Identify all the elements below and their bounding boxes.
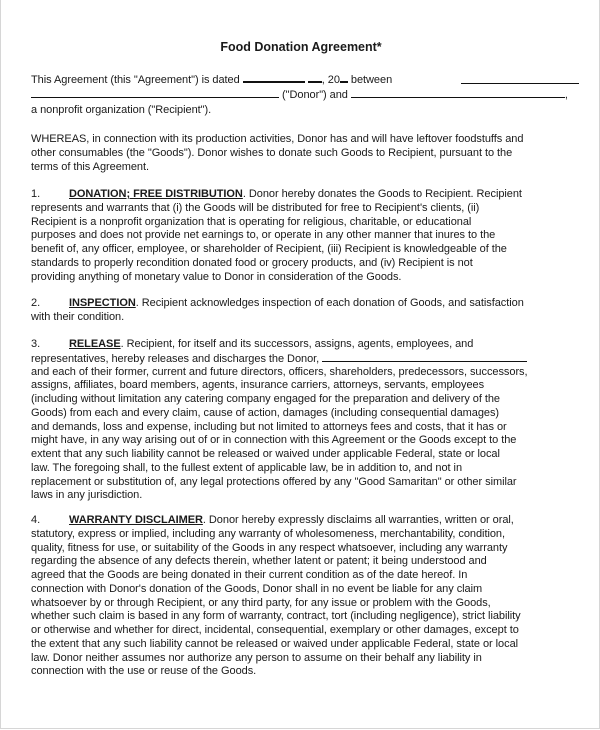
section-text: . Recipient acknowledges inspection of each donation of Goods, and satisfaction (135, 297, 524, 309)
section-line-text: replacement or substitution of, any legal protections offered by any "Good Samaritan" or other similar (31, 475, 517, 488)
section-line-text: whether such claim is based in any form of warranty, contract, tort (including negligence), strict liability (31, 610, 521, 623)
section-line-text: Recipient is a nonprofit organization that is operating for religious, charitable, or educational (31, 215, 472, 228)
section-3-line (31, 488, 142, 502)
section-4-line (31, 554, 487, 568)
whereas-line: WHEREAS, in connection with its production activities, Donor has and will have leftover foodstuffs and (31, 133, 524, 145)
section-line-text: statutory, express or implied, including any warranty of wholesomeness, merchantability, condition, (31, 527, 505, 540)
section-3-line (31, 433, 516, 447)
section-heading: WARRANTY DISCLAIMER (69, 514, 203, 526)
section-3-line (31, 475, 517, 489)
section-4-line (31, 541, 507, 555)
section-4-line (31, 651, 482, 665)
intro-text-donor: ("Donor") and (282, 89, 348, 101)
section-text: . Donor hereby expressly disclaims all warranties, written or oral, (202, 514, 514, 526)
section-1-line (31, 201, 479, 215)
section-2-line (31, 310, 124, 324)
section-heading: INSPECTION (69, 297, 136, 309)
document-title: Food Donation Agreement* (220, 40, 382, 54)
intro-text-dated: This Agreement (this "Agreement") is dated (31, 74, 240, 86)
recipient-blank[interactable] (351, 87, 565, 98)
section-4-line (31, 527, 505, 541)
section-4-line (31, 596, 491, 610)
section-number: 1. (31, 188, 41, 200)
intro-text-comma: , (564, 89, 568, 101)
section-line-text: the extent that any such liability cannot be released or waived under applicable Federal, state or local (31, 637, 519, 650)
section-line-text: representatives, hereby releases and discharges the Donor, (31, 352, 323, 365)
section-line-text: law. The foregoing shall, to the fullest extent of applicable law, be in addition to, and not in (31, 461, 463, 474)
whereas-line: other consumables (the "Goods"). Donor wishes to donate such Goods to Recipient, pursuant to the (31, 147, 513, 159)
section-3-line (31, 406, 499, 420)
section-line-text: or otherwise and whether for direct, incidental, consequential, exemplary or other damages, except to (31, 624, 519, 636)
section-1-line (31, 228, 495, 242)
donor-blank[interactable] (31, 87, 279, 98)
section-line-text: extent that any such liability cannot be released or waived under applicable Federal, state or local (31, 448, 500, 460)
intro-text-year: , 20 (321, 74, 340, 86)
section-4-line (31, 609, 521, 623)
section-1-line (31, 270, 401, 284)
section-3-line (31, 420, 507, 434)
section-line-text: connection with Donor's donation of the Goods, Donor shall in no event be liable for any claim (31, 582, 483, 595)
section-line-text: law. Donor neither assumes nor authorize any person to assume on their behalf any liability in (31, 651, 482, 664)
section-1-line (31, 215, 471, 229)
section-line-text: quality, fitness for use, or suitability of the Goods in any respect whatsoever, including any warranty (31, 541, 508, 554)
section-4-line (31, 568, 467, 582)
section-line-text: agreed that the Goods are being donated in their current condition as of the date hereof. In (31, 569, 468, 581)
section-4-line (31, 664, 256, 678)
section-2-first-line (31, 296, 524, 310)
intro-line-1 (31, 71, 392, 87)
section-3-line (31, 365, 528, 379)
section-line-text: represents and warrants that (i) the Goods will be distributed for free to Recipient's clients, (ii) (31, 201, 480, 214)
section-text: . Donor hereby donates the Goods to Recipient. Recipient (242, 188, 522, 200)
section-3-line (31, 392, 500, 406)
released-parties-blank[interactable] (322, 351, 527, 362)
section-heading: DONATION; FREE DISTRIBUTION (69, 188, 243, 200)
party-blank-1[interactable] (461, 73, 579, 84)
section-line-text: connection with the use or reuse of the Goods. (31, 665, 257, 678)
section-line-text: (including without limitation any catering company engaged for the preparation and delivery of the (31, 393, 500, 405)
section-3-line (31, 378, 484, 392)
section-line-text: Goods) from each and every claim, cause of action, damages (including consequential damages) (31, 406, 500, 419)
intro-text-between: between (347, 74, 393, 86)
section-heading: RELEASE (69, 338, 121, 350)
section-3-line (31, 461, 462, 475)
section-1-line (31, 242, 507, 256)
intro-line-2 (31, 87, 568, 102)
section-number: 2. (31, 297, 41, 309)
section-line-text: and demands, loss and expense, including but not limited to attorneys fees and costs, that it has or (31, 420, 507, 433)
whereas-line: terms of this Agreement. (31, 161, 150, 173)
date-blank[interactable] (243, 71, 305, 83)
section-4-line (31, 582, 482, 596)
section-number: 3. (31, 338, 41, 350)
section-4-first-line (31, 513, 514, 527)
section-line-text: and each of their former, current and future directors, officers, shareholders, predecessors, successors, (31, 365, 528, 378)
section-line-text: purposes and does not provide net earnings to, or operate in any other manner that inures to the (31, 229, 496, 242)
year-blank[interactable] (340, 71, 348, 83)
section-line-text: standards to properly recondition donated food or grocery products, and (iv) Recipient is not (31, 256, 473, 269)
section-line-text: whatsoever by or through Recipient, or any third party, for any issue or problem with the Goods, (31, 596, 491, 609)
section-line-text: laws in any jurisdiction. (31, 489, 143, 502)
section-line-text: benefit of, any officer, employee, or shareholder of Recipient, (iii) Recipient is knowledgeable of the (31, 243, 507, 255)
section-4-line (31, 637, 518, 651)
section-line-text: might have, in any way arising out of or in connection with this Agreement or the Goods except to the (31, 434, 517, 447)
day-blank[interactable] (308, 71, 322, 83)
section-3-line (31, 351, 527, 366)
section-line-text: with their condition. (31, 310, 125, 323)
section-line-text: assigns, affiliates, board members, agents, insurance carriers, attorneys, servants, employees (31, 379, 485, 392)
section-3-line (31, 447, 500, 461)
section-1-line (31, 256, 473, 270)
section-4-line (31, 623, 519, 637)
section-text: . Recipient, for itself and its successors, assigns, agents, employees, and (120, 338, 474, 350)
section-line-text: regarding the absence of any defects therein, whether latent or patent; it being understood and (31, 555, 487, 568)
intro-line-3: a nonprofit organization ("Recipient"). (31, 104, 212, 116)
section-line-text: providing anything of monetary value to Donor in consideration of the Goods. (31, 270, 402, 283)
section-number: 4. (31, 514, 41, 526)
section-3-first-line (31, 337, 473, 351)
section-1-first-line (31, 187, 522, 201)
